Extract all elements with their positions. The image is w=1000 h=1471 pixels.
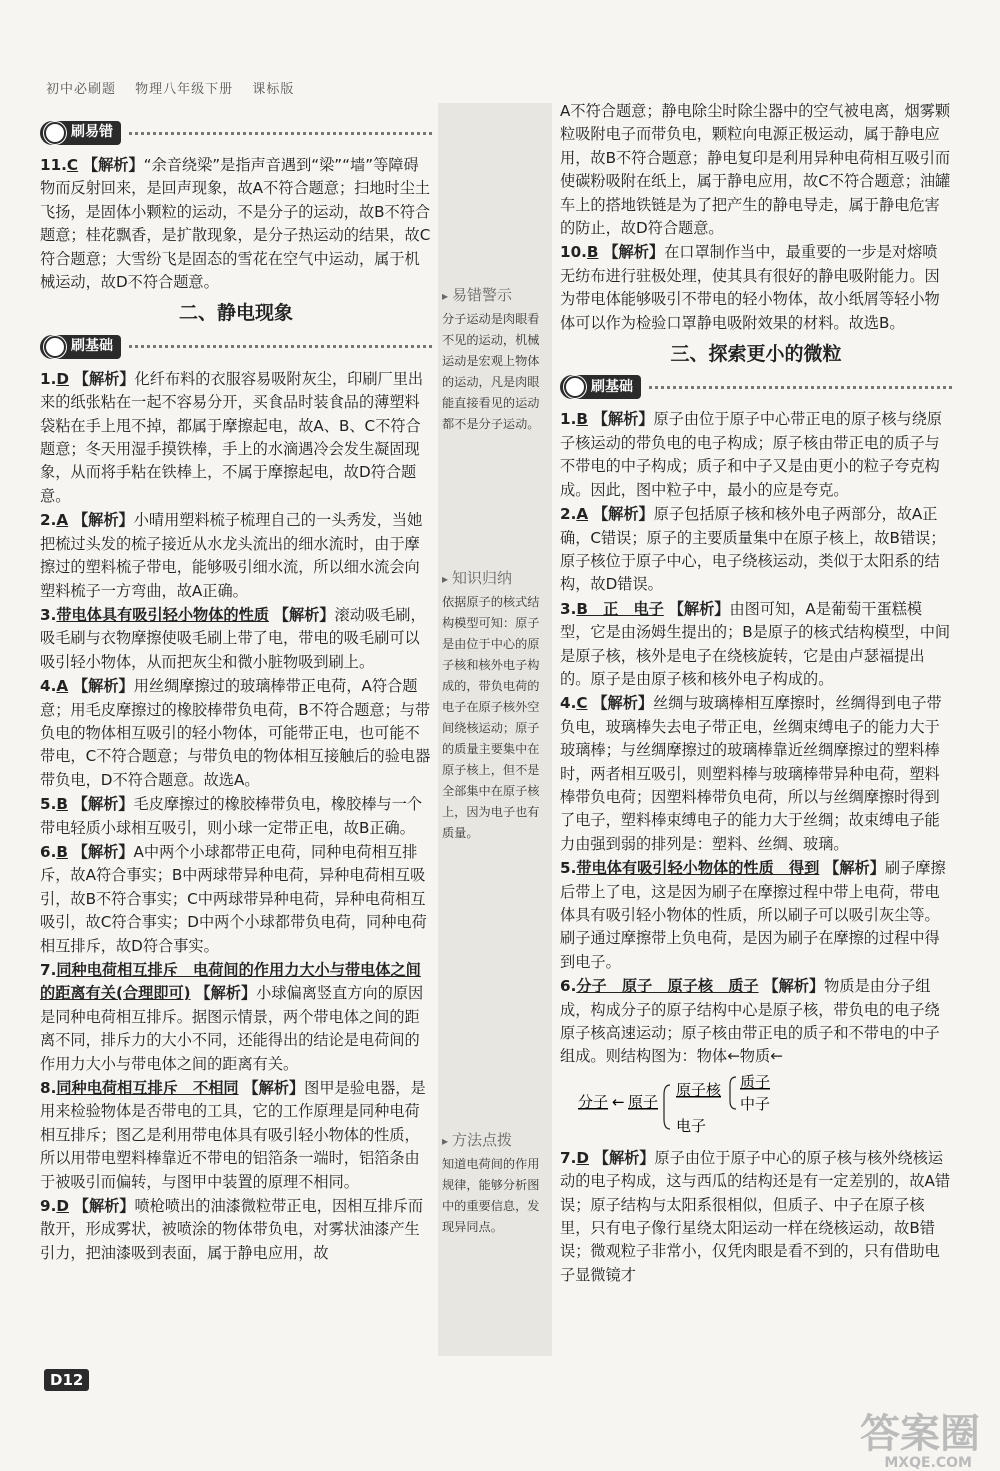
item-answer: B [576, 410, 588, 429]
item-answer: C [576, 694, 588, 713]
dotted-rule [649, 386, 952, 389]
item-text: 在口罩制作当中，最重要的一步是对熔喷无纺布进行驻极处理，使其具有很好的静电吸附能力。因为带电体能够吸引不带电的轻小物体，故小纸屑等轻小物体可以作为检验口罩静电吸附效果的材料。故选B。 [560, 243, 940, 332]
tag-label: 刷易错 [71, 124, 113, 141]
brush-icon [564, 376, 586, 398]
tree-yuanzihe: 原子核 [676, 1080, 722, 1099]
tag-label: 刷基础 [71, 338, 113, 355]
running-header [46, 78, 308, 97]
analysis-label: 【解析】 [72, 842, 134, 861]
page-number: D12 [44, 1369, 89, 1391]
answer-item [40, 675, 432, 792]
tree-fenzi: 分子 [578, 1092, 609, 1111]
item-number: 1. [40, 369, 57, 388]
item-number: 10. [560, 243, 587, 262]
item-text: 原子由位于原子中心带正电的原子核与绕原子核运动的带负电的电子构成；原子核由带正电的质子与不带电的中子构成；质子和中子又是由更小的粒子夸克构成。因此，图中粒子中，最小的应是夸克。 [560, 410, 943, 499]
item-text: 小球偏离竖直方向的原因是同种电荷相互排斥。据图示情景，两个带电体之间的距离不同，排斥力的大小不同，还能得出的结论是电荷间的作用力大小与带电体之间的距离有关。 [40, 984, 424, 1073]
answer-item [40, 154, 432, 294]
dotted-rule [129, 345, 432, 348]
structure-diagram [578, 1071, 878, 1143]
item-text: 原子由位于原子中心的原子核与核外绕核运动的电子构成，这与西瓜的结构还是有一定差别的，故A错误；原子结构与太阳系很相似，但质子、中子在原子核里，只有电子像行星绕太阳运动一样在绕核运动，故B错误；微观粒子非常小，仅凭肉眼是看不到的，只有借助电子显微镜才 [560, 1148, 951, 1284]
analysis-label: 【解析】 [592, 410, 654, 429]
answer-item [560, 1147, 952, 1287]
analysis-label: 【解析】 [73, 1197, 135, 1216]
item-number: 8. [40, 1079, 57, 1098]
answer-item [560, 503, 952, 597]
tag-bar [560, 372, 952, 402]
analysis-label: 【解析】 [72, 677, 134, 696]
answer-item [560, 598, 952, 692]
item-answer: 分子 原子 原子核 质子 [576, 977, 759, 996]
item-number: 11. [40, 156, 67, 174]
item-answer: 带电体有吸引轻小物体的性质 得到 [576, 859, 820, 878]
item-text: 物质是由分子组成，构成分子的原子结构中心是原子核，带负电的电子绕原子核高速运动；原子核由带正电的质子和不带电的中子组成。则结构图为：物体←物质← [560, 977, 940, 1066]
side-note-knowledge [442, 568, 548, 844]
item-answer: A [56, 511, 69, 530]
answer-item [560, 692, 952, 856]
item-text: 用丝绸摩擦过的玻璃棒带正电荷，A符合题意；用毛皮摩擦过的橡胶棒带负电荷，B不符合题意；与带负电的物体相互吸引的轻小物体，可能带正电，也可能不带电，C不符合题意；与带负电的物体相互接触后的验电器带负电，D不符合题意。故选A。 [40, 677, 431, 789]
tag-badge [40, 335, 121, 359]
analysis-label: 【解析】 [603, 243, 665, 262]
analysis-label: 【解析】 [592, 694, 654, 713]
answer-item-continued [560, 100, 952, 240]
side-note-error-warning [442, 285, 548, 435]
analysis-label: 【解析】 [668, 599, 730, 618]
analysis-label: 【解析】 [72, 511, 134, 530]
analysis-label: 【解析】 [195, 984, 257, 1003]
item-answer: A [576, 505, 589, 524]
answer-item [40, 1077, 432, 1194]
item-number: 7. [40, 961, 57, 979]
section-title: 三、探索更小的微粒 [670, 343, 842, 366]
item-text: 化纤布料的衣服容易吸附灰尘，印刷厂里出来的纸张粘在一起不容易分开，买食品时装食品的薄塑料袋粘在手上甩不掉，都属于摩擦起电，故A、B、C不符合题意；冬天用湿手摸铁棒，手上的水滴遇冷会发生凝固现象，从而将手粘在铁棒上，不属于摩擦起电，故D符合题意。 [40, 369, 424, 505]
answer-item [40, 793, 432, 840]
answer-item [560, 857, 952, 974]
item-number: 6. [40, 842, 57, 861]
item-text: 刷子摩擦后带上了电，这是因为刷子在摩擦过程中带上电荷，带电体具有吸引轻小物体的性质，所以刷子可以吸引灰尘等。刷子通过摩擦带上负电荷，是因为刷子在摩擦的过程中得到电子。 [560, 859, 946, 971]
section-title: 二、静电现象 [178, 302, 293, 325]
item-text: A中两个小球都带正电荷，同种电荷相互排斥，故A符合事实；B中两球带异种电荷，异种电荷相互吸引，故B不符合事实；C中两球带异种电荷，异种电荷相互吸引，故C符合事实；D中两个小球都带负电荷，同种电荷相互排斥，故D符合事实。 [40, 842, 427, 955]
side-note-text: 分子运动是肉眼看不见的运动，机械运动是宏观上物体的运动，凡是肉眼能直接看见的运动都不是分子运动。 [442, 312, 540, 431]
tree-yuanzi: 原子 [628, 1092, 659, 1111]
side-note-title: ▸ 知识归纳 [442, 568, 548, 590]
item-answer: 带电体具有吸引轻小物体的性质 [56, 605, 269, 624]
analysis-label: 【解析】 [73, 369, 135, 388]
item-number: 4. [560, 694, 577, 713]
tree-zhizi: 质子 [740, 1072, 771, 1091]
watermark-site: MXQE.COM [884, 1455, 972, 1471]
item-answer: 同种电荷相互排斥 电荷间的作用力大小与带电体之间的距离有关(合理即可) [40, 961, 421, 1003]
item-number: 2. [560, 505, 577, 524]
item-number: 1. [560, 410, 577, 429]
watermark-logo: 答案圈 [860, 1411, 980, 1457]
answer-item [40, 1195, 432, 1265]
tag-bar [40, 332, 432, 362]
tree-dianzi: 电子 [676, 1116, 707, 1135]
item-text: “余音绕梁”是指声音遇到“梁”“墙”等障碍物而反射回来，是回声现象，故A不符合题意；扫地时尘土飞扬，是固体小颗粒的运动，不是分子的运动，故B不符合题意；桂花飘香，是扩散现象，是分子热运动的结果，故C符合题意；大雪纷飞是固态的雪花在空气中运动，属于机械运动，故D不符合题意。 [40, 156, 431, 292]
item-answer: B [56, 842, 68, 861]
item-text: 毛皮摩擦过的橡胶棒带负电，橡胶棒与一个带电轻质小球相互吸引，则小球一定带正电，故B正确。 [40, 795, 423, 837]
item-answer: B [586, 243, 599, 262]
item-answer: B [56, 795, 68, 814]
item-answer: D [56, 369, 69, 388]
brush-icon [44, 336, 66, 358]
tree-arrow: ← [612, 1092, 625, 1111]
tag-bar [40, 118, 432, 148]
item-text: 图甲是验电器，是用来检验物体是否带电的工具，它的工作原理是同种电荷相互排斥；图乙是利用带电体具有吸引轻小物体的性质，所以用带电塑料棒靠近不带电的铝箔条一端时，铝箔条由于被吸引而偏转，与图甲中装置的原理不相同。 [40, 1079, 426, 1191]
item-answer: C [66, 156, 79, 174]
side-note-title: ▸ 方法点拨 [442, 1130, 548, 1152]
answer-item [40, 604, 432, 674]
side-note-text: 知道电荷间的作用规律，能够分析图中的重要信息，发现异同点。 [442, 1157, 540, 1234]
item-text: 滚动吸毛刷，吸毛刷与衣物摩擦使吸毛刷上带了电，带电的吸毛刷可以吸引轻小物体，从而把灰尘和微小脏物吸到刷上。 [40, 605, 426, 671]
tree-zhongzi: 中子 [740, 1094, 771, 1113]
item-number: 2. [40, 511, 57, 530]
analysis-label: 【解析】 [593, 1148, 655, 1167]
book-title: 初中必刷题 [46, 82, 117, 97]
analysis-label: 【解析】 [273, 605, 335, 624]
item-number: 3. [40, 605, 57, 624]
item-text: 喷枪喷出的油漆微粒带正电，因相互排斥而散开，形成雾状，被喷涂的物体带负电，对雾状油漆产生引力，把油漆吸到表面，属于静电应用，故 [40, 1197, 424, 1262]
subject-title: 物理八年级下册 [135, 82, 234, 97]
item-number: 9. [40, 1197, 57, 1216]
right-column [560, 100, 952, 1288]
brace-2 [730, 1077, 736, 1109]
item-text: A不符合题意；静电除尘时除尘器中的空气被电离，烟雾颗粒吸附电子而带负电，颗粒向电源正极运动，属于静电应用，故B不符合题意；静电复印是利用异种电荷相互吸引而使碳粉吸附在纸上，属于静电应用，故C不符合题意；油罐车上的搭地铁链是为了把产生的静电导走，属于静电危害的防止，故D符合题意。 [560, 102, 951, 238]
tag-badge [560, 375, 641, 399]
analysis-label: 【解析】 [824, 859, 885, 878]
answer-item [40, 368, 432, 508]
brace-1 [664, 1085, 670, 1129]
left-column [40, 112, 432, 1266]
item-text: 由图可知，A是葡萄干蛋糕模型，它是由汤姆生提出的；B是原子的核式结构模型，中间是原子核，核外是电子在绕核旋转，它是由卢瑟福提出的。原子是由原子核和核外电子构成的。 [560, 599, 951, 688]
answer-item [40, 509, 432, 603]
analysis-label: 【解析】 [592, 505, 654, 524]
brush-icon [44, 122, 66, 144]
answer-item [560, 241, 952, 335]
item-text: 小晴用塑料梳子梳理自己的一头秀发，当她把梳过头发的梳子接近从水龙头流出的细水流时，由于摩擦过的塑料梳子带电，能够吸引细水流，所以细水流会向塑料梳子一方弯曲，故A正确。 [40, 511, 423, 600]
edition-label: 课标版 [252, 82, 295, 97]
analysis-label: 【解析】 [72, 795, 134, 814]
item-answer: A [56, 677, 69, 696]
item-number: 6. [560, 977, 577, 996]
item-number: 3. [560, 599, 577, 618]
analysis-label: 【解析】 [82, 156, 144, 174]
item-number: 5. [560, 859, 577, 878]
item-answer: B 正 电子 [576, 599, 664, 618]
item-answer: D [576, 1148, 589, 1167]
item-number: 7. [560, 1148, 577, 1167]
answer-item [560, 408, 952, 502]
item-text: 原子包括原子核和核外电子两部分，故A正确，C错误；原子的主要质量集中在原子核上，故B错误；原子核位于原子中心，电子绕核运动，类似于太阳系的结构，故D错误。 [560, 505, 946, 594]
dotted-rule [129, 132, 432, 135]
side-note-text: 依据原子的核式结构模型可知：原子是由位于中心的原子核和核外电子构成的，带负电荷的电子在原子核外空间绕核运动；原子的质量主要集中在原子核上，但不是全部集中在原子核上，因为电子也有质量。 [442, 595, 540, 840]
item-answer: 同种电荷相互排斥 不相同 [56, 1079, 239, 1098]
tag-badge [40, 121, 121, 145]
answer-item [40, 959, 432, 1076]
item-number: 4. [40, 677, 57, 696]
side-note-method [442, 1130, 548, 1238]
answer-item [560, 975, 952, 1069]
item-number: 5. [40, 795, 57, 814]
tag-label: 刷基础 [591, 378, 633, 395]
analysis-label: 【解析】 [243, 1079, 305, 1098]
item-text: 丝绸与玻璃棒相互摩擦时，丝绸得到电子带负电，玻璃棒失去电子带正电，丝绸束缚电子的能力大于玻璃棒；与丝绸摩擦过的玻璃棒靠近丝绸摩擦过的塑料棒时，两者相互吸引，则塑料棒与玻璃棒带异种电荷，塑料棒带负电荷；因塑料棒带负电荷，所以与丝绸摩擦时得到了电子，塑料棒束缚电子的能力大于丝绸；故束缚电子能力由强到弱的排列是：塑料、丝绸、玻璃。 [560, 694, 942, 853]
analysis-label: 【解析】 [763, 977, 825, 996]
side-note-title: ▸ 易错警示 [442, 285, 548, 307]
answer-item [40, 841, 432, 958]
item-answer: D [56, 1197, 69, 1216]
